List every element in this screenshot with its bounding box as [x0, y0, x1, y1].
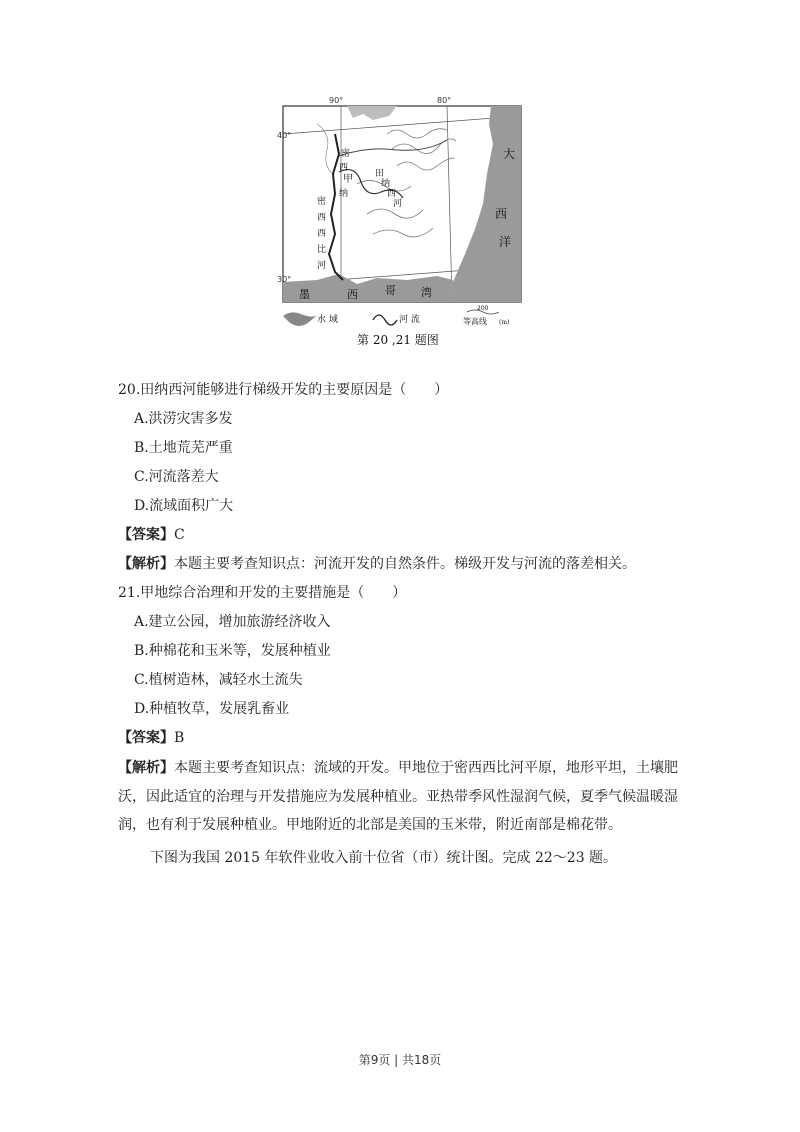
q20-option-a: A.洪涝灾害多发 [134, 411, 233, 427]
lat-label-40: 40° [277, 131, 292, 140]
map-label-xi3: 西 [387, 189, 397, 199]
q20-answer-label: 【答案】 [118, 527, 174, 543]
map-label-mi: 密 [317, 197, 327, 207]
q20-stem: 20.田纳西河能够进行梯级开发的主要原因是（ ） [118, 382, 449, 398]
lat-label-30: 30° [277, 275, 292, 284]
map-label-jia: 甲 [343, 174, 353, 185]
map-label-wan: 湾 [421, 286, 432, 299]
q21-answer [118, 728, 184, 748]
lon-label-80: 80° [437, 96, 452, 105]
q21-answer-value: B [174, 730, 185, 746]
map-label-he: 河 [393, 199, 403, 209]
map-label-mi2: 密 [341, 149, 351, 159]
q21-option-c: C.植树造林，减轻水土流失 [134, 672, 303, 688]
legend-river: 河 流 [399, 315, 420, 325]
water-legend-icon [283, 312, 316, 326]
q20-analysis-label: 【解析】 [118, 556, 174, 572]
intro-paragraph: 下图为我国 2015 年软件业收入前十位省（市）统计图。完成 22～23 题。 [150, 850, 618, 866]
map-label-xi4: 西 [317, 213, 327, 223]
legend-contour-value: 200 [477, 305, 489, 312]
map-label-tian: 田 [375, 169, 385, 179]
map-label-xi2: 西 [347, 288, 358, 301]
q21-option-a: A.建立公园，增加旅游经济收入 [134, 614, 331, 630]
q21-stem: 21.甲地综合治理和开发的主要措施是（ ） [118, 585, 407, 601]
q20-option-d: D.流域面积广大 [134, 498, 234, 514]
map-label-xi5: 西 [317, 229, 327, 239]
q21-option-b: B.种棉花和玉米等，发展种植业 [134, 643, 331, 659]
q21-option-d: D.种植牧草，发展乳畜业 [134, 701, 290, 717]
map-label-na: 纳 [381, 179, 391, 189]
q20-option-c: C.河流落差大 [134, 469, 219, 485]
q20-analysis [118, 554, 636, 574]
river-legend-icon [373, 315, 397, 325]
lon-label-90: 90° [329, 96, 344, 105]
q20-analysis-text: 本题主要考查知识点：河流开发的自然条件。梯级开发与河流的落差相关。 [174, 556, 636, 572]
q21-answer-label: 【答案】 [118, 730, 174, 746]
map-label-ge: 哥 [385, 284, 396, 297]
q21-analysis [118, 754, 684, 840]
map-label-xi: 西 [495, 207, 508, 221]
legend-water: 水 域 [317, 315, 338, 325]
tennessee-river-map [277, 94, 523, 349]
q21-analysis-label: 【解析】 [118, 760, 174, 776]
map-label-he2: 河 [317, 261, 327, 271]
q20-option-b: B.土地荒芜严重 [134, 440, 233, 456]
figure-caption: 第 20 ,21 题图 [357, 333, 439, 347]
legend-contour: 等高线 [463, 317, 487, 326]
q21-analysis-text: 本题主要考查知识点：流域的开发。甲地位于密西西比河平原，地形平坦，土壤肥沃，因此适宜的治理与开发措施应为发展种植业。亚热带季风性湿润气候，夏季气候温暖湿润，也有利于发展种植业。甲地附近的北部是美国的玉米带，附近南部是棉花带。 [118, 760, 678, 833]
page-footer: 第9页 | 共18页 [358, 1053, 442, 1067]
map-label-na2: 纳 [339, 189, 349, 199]
map-label-bi: 比 [317, 245, 327, 255]
map-label-xi6: 西 [339, 163, 349, 173]
map-figure [277, 94, 523, 349]
map-label-da: 大 [503, 147, 516, 161]
map-label-mo: 墨 [299, 288, 310, 301]
legend-contour-unit: (m) [499, 319, 510, 326]
map-label-yang: 洋 [499, 235, 512, 249]
q20-answer [118, 525, 185, 545]
q20-answer-value: C [174, 527, 185, 543]
